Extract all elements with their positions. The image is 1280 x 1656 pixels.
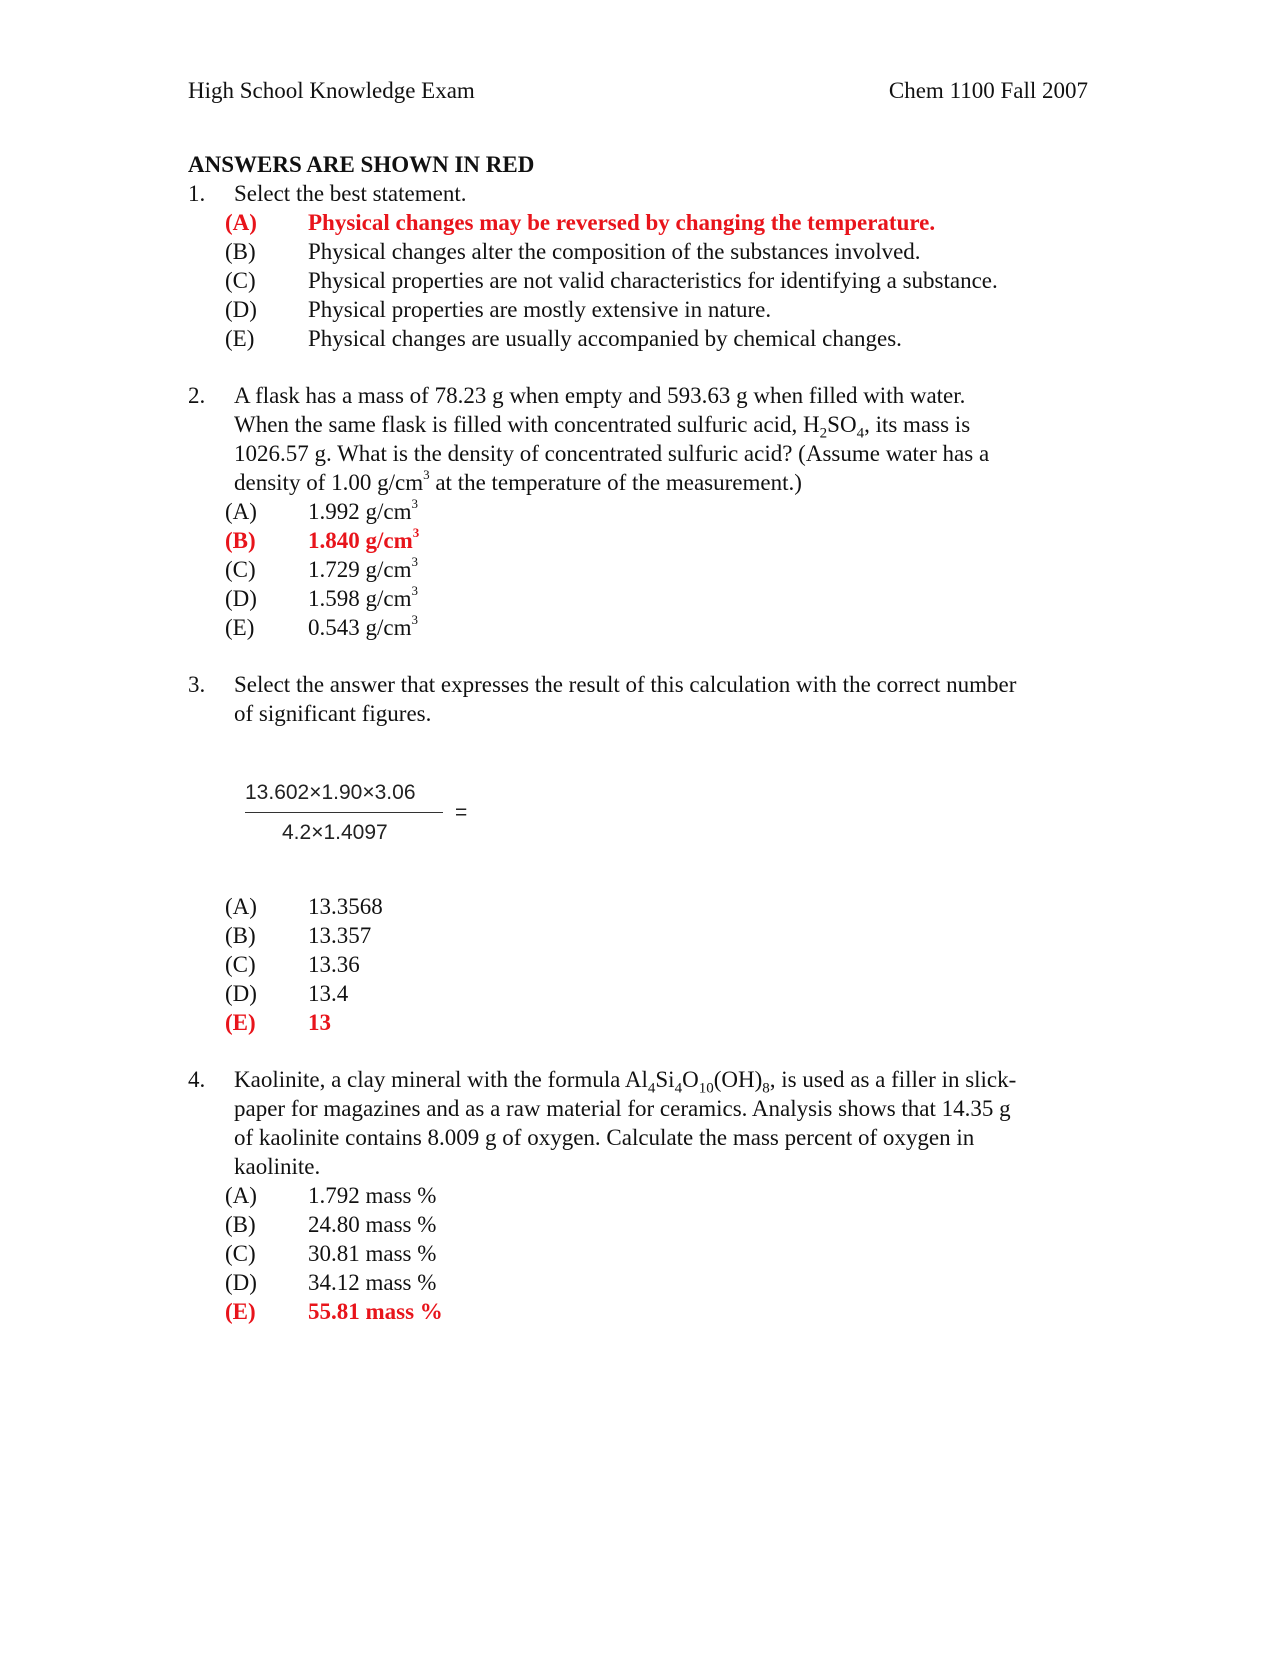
question-2-options: [188, 497, 1088, 642]
superscript: 3: [411, 583, 418, 599]
option-e: [225, 324, 1088, 353]
question-3-options: [188, 892, 1088, 1037]
subscript: 4: [674, 1080, 683, 1097]
question-line: [234, 468, 1088, 497]
text-run: Kaolinite, a clay mineral with the formula Al: [234, 1067, 648, 1092]
text-run: (OH): [713, 1067, 763, 1092]
option-value: 1.598 g/cm: [308, 586, 412, 611]
question-line: paper for magazines and as a raw material for ceramics. Analysis shows that 14.35 g: [234, 1096, 1011, 1121]
subscript: 8: [762, 1080, 770, 1097]
option-text: [308, 526, 419, 555]
exam-title: High School Knowledge Exam: [188, 78, 475, 103]
option-e: [225, 613, 1088, 642]
option-text: 34.12 mass %: [308, 1270, 437, 1295]
question-line: of significant figures.: [234, 701, 432, 726]
superscript: 3: [412, 525, 420, 541]
question-4: [188, 1065, 1088, 1181]
option-a: [225, 208, 1088, 237]
course-label: Chem 1100 Fall 2007: [888, 78, 1088, 103]
superscript: 3: [411, 612, 418, 628]
question-line: [234, 410, 1088, 442]
option-d: [225, 584, 1088, 613]
text-run: O: [682, 1067, 699, 1092]
option-letter: (B): [225, 239, 256, 264]
option-letter: (E): [225, 1010, 256, 1035]
option-letter: (E): [225, 1299, 256, 1324]
option-letter: (A): [225, 1183, 257, 1208]
option-c: [225, 266, 1088, 295]
question-4-options: [188, 1181, 1088, 1326]
superscript: 3: [423, 467, 430, 483]
option-text: Physical changes are usually accompanied by chemical changes.: [308, 326, 902, 351]
option-text: [308, 613, 418, 642]
option-letter: (A): [225, 499, 257, 524]
option-letter: (E): [225, 326, 255, 351]
option-letter: (B): [225, 528, 256, 553]
option-c: [225, 555, 1088, 584]
option-text: 30.81 mass %: [308, 1241, 437, 1266]
question-1: [188, 179, 1088, 208]
text-run: Si: [655, 1067, 675, 1092]
option-text: [308, 555, 418, 584]
option-value: 1.729 g/cm: [308, 557, 412, 582]
question-number: 2.: [188, 383, 206, 408]
option-letter: (C): [225, 557, 256, 582]
option-text: 13.36: [308, 952, 360, 977]
option-text: 1.792 mass %: [308, 1183, 437, 1208]
option-e: [225, 1008, 1088, 1037]
question-3: [188, 670, 1088, 728]
option-text: Physical properties are mostly extensive in nature.: [308, 297, 772, 322]
text-run: When the same flask is filled with concentrated sulfuric acid, H: [234, 412, 820, 437]
question-number: 1.: [188, 181, 206, 206]
option-letter: (D): [225, 981, 257, 1006]
option-letter: (B): [225, 923, 256, 948]
answers-banner: ANSWERS ARE SHOWN IN RED: [188, 152, 535, 177]
fraction-denominator: 4.2×1.4097: [282, 821, 388, 844]
option-letter: (D): [225, 1270, 257, 1295]
question-line: A flask has a mass of 78.23 g when empty and 593.63 g when filled with water.: [234, 383, 966, 408]
question-line: 1026.57 g. What is the density of concentrated sulfuric acid? (Assume water has a: [234, 441, 990, 466]
calculation-expression: [245, 778, 1088, 864]
question-text: [234, 381, 1088, 497]
option-e: [225, 1297, 1088, 1326]
option-a: [225, 892, 1088, 921]
question-2: [188, 381, 1088, 497]
equals-sign: =: [455, 801, 468, 824]
option-value: 1.840 g/cm: [308, 528, 413, 553]
option-c: [225, 1239, 1088, 1268]
option-b: [225, 237, 1088, 266]
fraction-bar: [245, 812, 443, 813]
subscript: 2: [819, 425, 828, 442]
option-d: [225, 979, 1088, 1008]
superscript: 3: [411, 554, 418, 570]
option-text: 13.3568: [308, 894, 383, 919]
option-text: 24.80 mass %: [308, 1212, 437, 1237]
option-text: Physical changes alter the composition of the substances involved.: [308, 239, 921, 264]
option-letter: (A): [225, 210, 257, 235]
question-line: kaolinite.: [234, 1154, 321, 1179]
question-line: of kaolinite contains 8.009 g of oxygen. Calculate the mass percent of oxygen in: [234, 1125, 975, 1150]
option-c: [225, 950, 1088, 979]
text-run: density of 1.00 g/cm: [234, 470, 424, 495]
option-b: [225, 1210, 1088, 1239]
option-text: Physical properties are not valid characteristics for identifying a substance.: [308, 268, 998, 293]
question-text: [234, 670, 1088, 728]
option-letter: (B): [225, 1212, 256, 1237]
question-line: [234, 1065, 1088, 1097]
option-b: [225, 526, 1088, 555]
subscript: 10: [698, 1080, 714, 1097]
option-letter: (D): [225, 586, 257, 611]
option-a: [225, 1181, 1088, 1210]
option-text: 55.81 mass %: [308, 1299, 443, 1324]
option-value: 1.992 g/cm: [308, 499, 412, 524]
text-run: SO: [827, 412, 857, 437]
text-run: at the temperature of the measurement.): [429, 470, 802, 495]
page-header: [188, 76, 1088, 106]
question-text: [234, 1065, 1088, 1181]
question-number: 4.: [188, 1067, 206, 1092]
option-text: [308, 497, 418, 526]
exam-content: [188, 150, 1088, 1326]
option-d: [225, 1268, 1088, 1297]
option-text: Physical changes may be reversed by changing the temperature.: [308, 210, 936, 235]
question-1-options: [188, 208, 1088, 353]
option-letter: (C): [225, 952, 256, 977]
option-letter: (C): [225, 268, 256, 293]
option-letter: (A): [225, 894, 257, 919]
question-number: 3.: [188, 672, 206, 697]
question-text: Select the best statement.: [234, 181, 467, 206]
option-text: 13: [308, 1010, 331, 1035]
subscript: 4: [856, 425, 865, 442]
option-value: 0.543 g/cm: [308, 615, 412, 640]
option-letter: (D): [225, 297, 257, 322]
option-text: [308, 584, 418, 613]
superscript: 3: [411, 496, 418, 512]
subscript: 4: [647, 1080, 656, 1097]
question-line: Select the answer that expresses the result of this calculation with the correct number: [234, 672, 1017, 697]
text-run: , its mass is: [864, 412, 971, 437]
option-text: 13.4: [308, 981, 349, 1006]
option-b: [225, 921, 1088, 950]
fraction-numerator: 13.602×1.90×3.06: [245, 781, 416, 804]
option-d: [225, 295, 1088, 324]
option-letter: (E): [225, 615, 255, 640]
option-letter: (C): [225, 1241, 256, 1266]
option-text: 13.357: [308, 923, 372, 948]
option-a: [225, 497, 1088, 526]
text-run: , is used as a filler in slick-: [769, 1067, 1017, 1092]
